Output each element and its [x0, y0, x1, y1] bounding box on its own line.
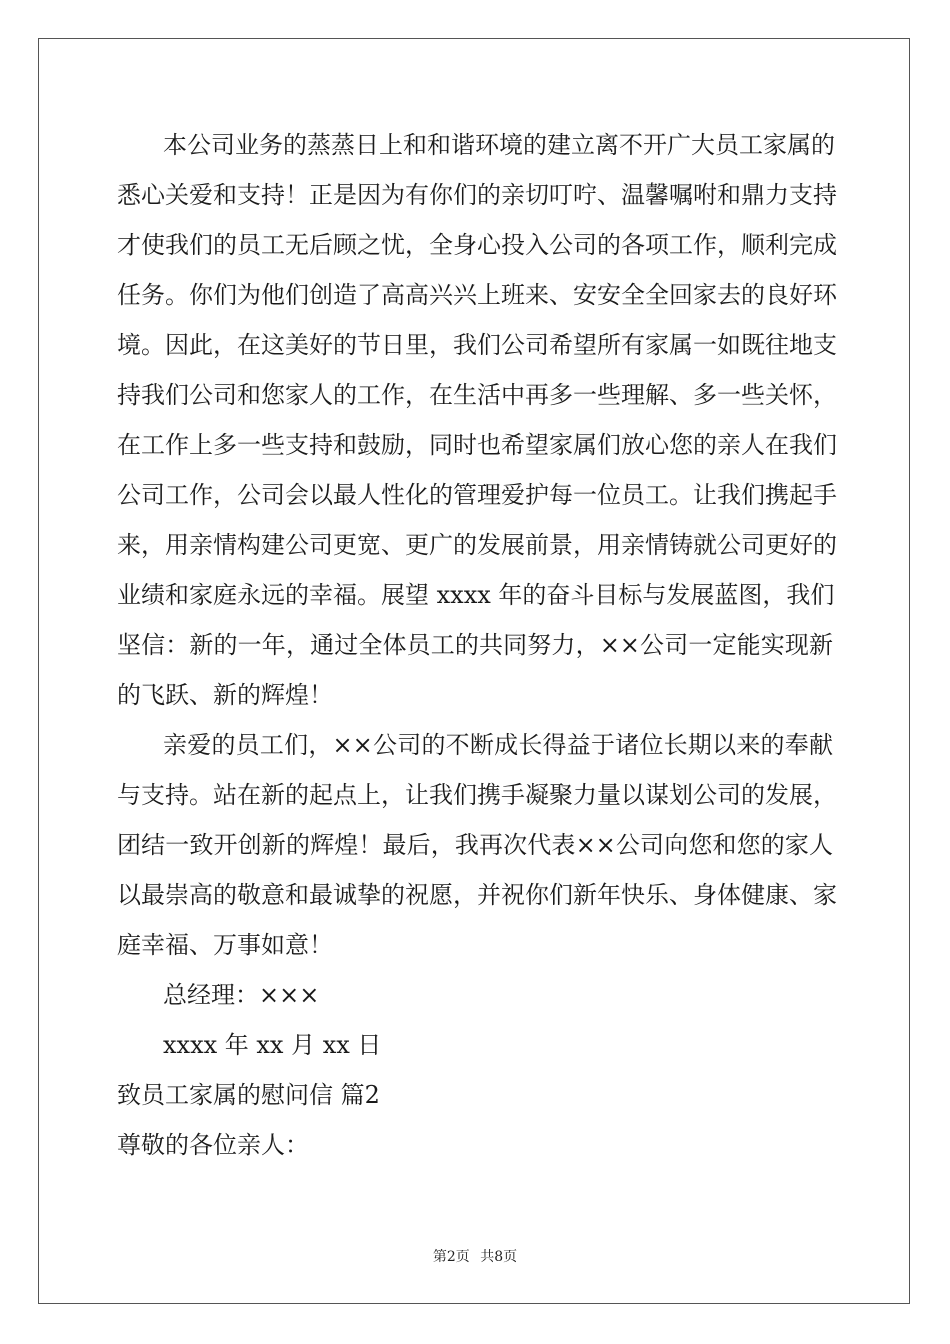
- paragraph-1-line: 在工作上多一些支持和鼓励，同时也希望家属们放心您的亲人在我们: [117, 431, 837, 459]
- paragraph-2-line: 亲爱的员工们，××公司的不断成长得益于诸位长期以来的奉献: [163, 731, 833, 759]
- page-total: 共8页: [480, 1249, 518, 1265]
- paragraph-1-line: 悉心关爱和支持！正是因为有你们的亲切叮咛、温馨嘱咐和鼎力支持: [117, 181, 837, 209]
- paragraph-1-line: 业绩和家庭永远的幸福。展望 xxxx 年的奋斗目标与发展蓝图，我们: [117, 581, 835, 609]
- salutation: 尊敬的各位亲人：: [117, 1131, 309, 1159]
- paragraph-1-line: 的飞跃、新的辉煌！: [117, 681, 333, 709]
- paragraph-2-line: 庭幸福、万事如意！: [117, 931, 333, 959]
- paragraph-2-line: 以最崇高的敬意和最诚挚的祝愿，并祝你们新年快乐、身体健康、家: [117, 881, 837, 909]
- paragraph-1-line: 坚信：新的一年，通过全体员工的共同努力，××公司一定能实现新: [117, 631, 833, 659]
- section-title: 致员工家属的慰问信 篇2: [117, 1081, 380, 1109]
- page-border: [38, 38, 910, 1304]
- paragraph-1-line: 境。因此，在这美好的节日里，我们公司希望所有家属一如既往地支: [117, 331, 837, 359]
- signature: 总经理：×××: [163, 981, 320, 1009]
- paragraph-2-line: 团结一致开创新的辉煌！最后，我再次代表××公司向您和您的家人: [117, 831, 833, 859]
- paragraph-1-line: 公司工作，公司会以最人性化的管理爱护每一位员工。让我们携起手: [117, 481, 837, 509]
- page-number: 第2页: [432, 1249, 470, 1265]
- paragraph-1-line: 本公司业务的蒸蒸日上和和谐环境的建立离不开广大员工家属的: [163, 131, 835, 159]
- paragraph-1-line: 来，用亲情构建公司更宽、更广的发展前景，用亲情铸就公司更好的: [117, 531, 837, 559]
- paragraph-1-line: 才使我们的员工无后顾之忧，全身心投入公司的各项工作，顺利完成: [117, 231, 837, 259]
- letter-date: xxxx 年 xx 月 xx 日: [163, 1031, 382, 1059]
- paragraph-2-line: 与支持。站在新的起点上，让我们携手凝聚力量以谋划公司的发展，: [117, 781, 837, 809]
- page-footer: [0, 1248, 950, 1266]
- paragraph-1-line: 任务。你们为他们创造了高高兴兴上班来、安安全全回家去的良好环: [117, 281, 837, 309]
- paragraph-1-line: 持我们公司和您家人的工作，在生活中再多一些理解、多一些关怀，: [117, 381, 837, 409]
